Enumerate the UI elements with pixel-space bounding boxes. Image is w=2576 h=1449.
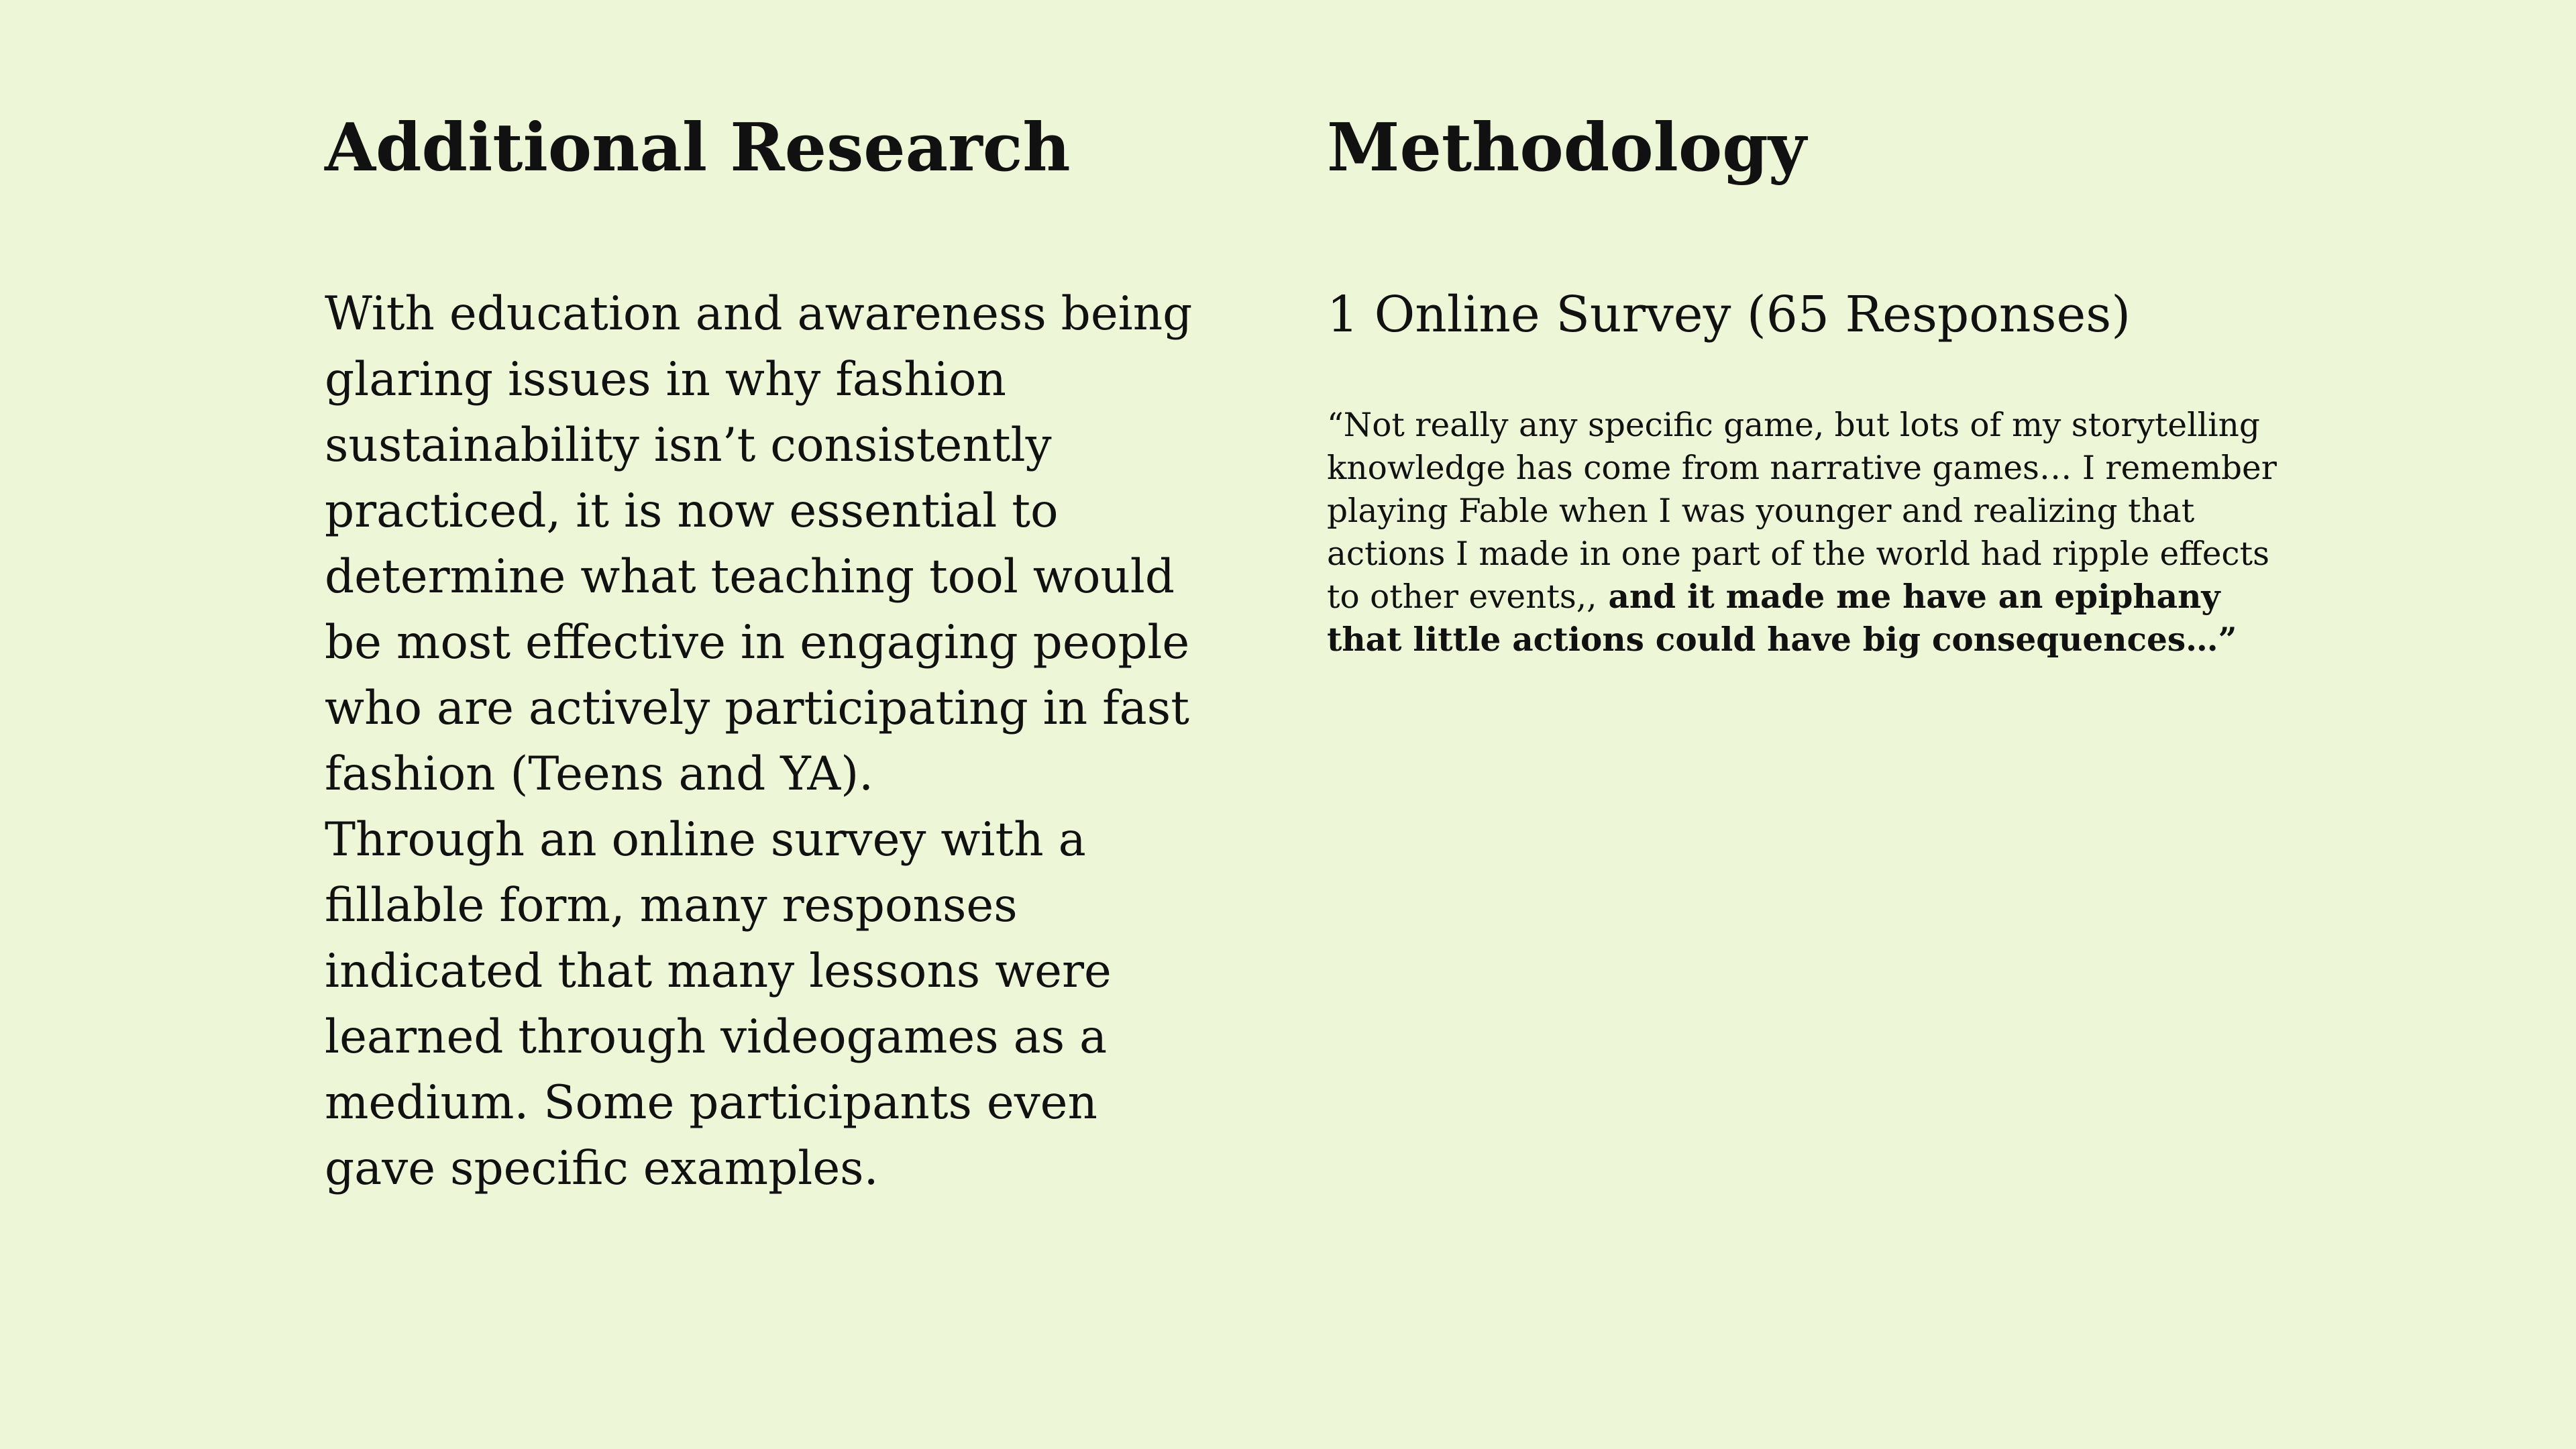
survey-quote bbox=[1327, 404, 2293, 661]
survey-subheading: 1 Online Survey (65 Responses) bbox=[1327, 286, 2131, 343]
methodology-heading: Methodology bbox=[1327, 109, 1807, 186]
additional-research-heading: Additional Research bbox=[325, 109, 1071, 186]
research-paragraph-1: With education and awareness being glaring issues in why fashion sustainability isn’t consistently practiced, it is now essential to determine what teaching tool would be most effective in engaging people who are actively participating in fast fashion (Teens and YA). bbox=[325, 287, 1193, 801]
research-paragraph-2: Through an online survey with a fillable form, many responses indicated that many lessons were learned through videogames as a medium. Some participants even gave specific examples. bbox=[325, 813, 1112, 1195]
quote-bold-text: and it made me have an epiphany that little actions could have big consequences…” bbox=[1327, 578, 2237, 659]
quote-regular-text: “Not really any specific game, but lots of my storytelling knowledge has come from narrative games… I remember playing Fable when I was younger and realizing that actions I made in one part of the world had ripple effects to other events,, bbox=[1327, 407, 2277, 616]
